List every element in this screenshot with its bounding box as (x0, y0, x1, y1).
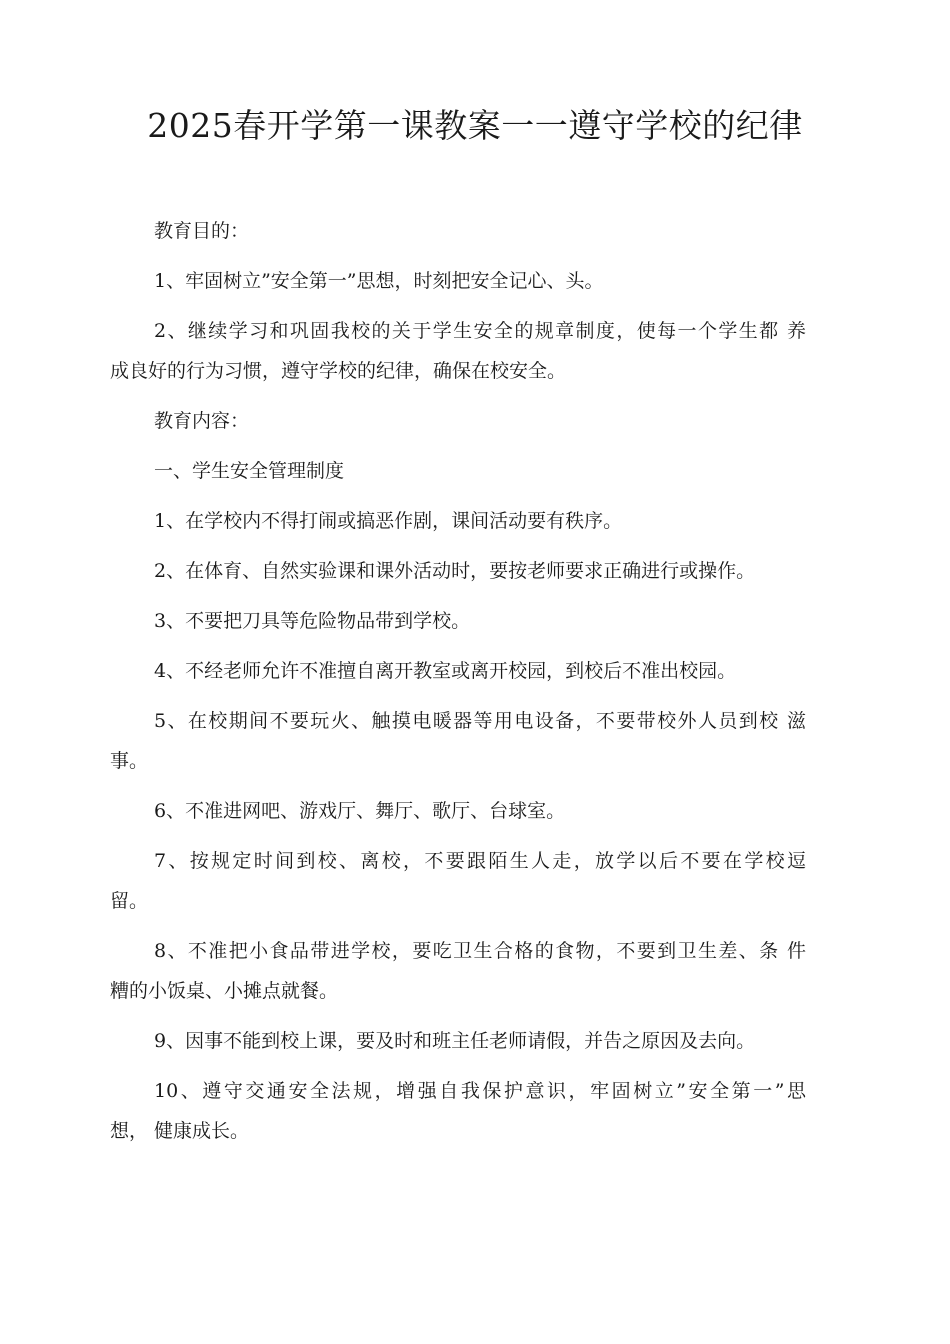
paragraph-rule-1: 1、在学校内不得打闹或搞恶作剧，课间活动要有秩序。 (154, 510, 623, 532)
paragraph-rule-2: 2、在体育、自然实验课和课外活动时，要按老师要求正确进行或操作。 (154, 560, 756, 582)
paragraph-rule-6: 6、不准进网吧、游戏厅、舞厅、歌厅、台球室。 (154, 800, 566, 822)
paragraph-rule-9: 9、因事不能到校上课，要及时和班主任老师请假，并告之原因及去向。 (154, 1030, 756, 1052)
paragraph-rule-3: 3、不要把刀具等危险物品带到学校。 (154, 610, 471, 632)
document-body (110, 211, 850, 1161)
paragraph-rule-10: 10、遵守交通安全法规，增强自我保护意识，牢固树立”安全第一”思 想， 健康成长。 (110, 1080, 806, 1142)
document-title: 2025春开学第一课教案一一遵守学校的纪律 (147, 106, 803, 145)
paragraph-rule-4: 4、不经老师允许不准擅自离开教室或离开校园，到校后不准出校园。 (154, 660, 737, 682)
paragraph-edu-content-heading: 教育内容： (154, 410, 250, 432)
paragraph-rule-8: 8、不准把小食品带进学校，要吃卫生合格的食物，不要到卫生差、条 件 糟的小饭桌、小摊点就餐。 (110, 940, 806, 1002)
paragraph-section-heading: 一、学生安全管理制度 (154, 460, 345, 482)
paragraph-edu-goal-heading: 教育目的： (154, 220, 250, 242)
paragraph-goal-2: 2、继续学习和巩固我校的关于学生安全的规章制度，使每一个学生都 养 成良好的行为习惯，遵守学校的纪律，确保在校安全。 (110, 320, 806, 382)
paragraph-rule-5: 5、在校期间不要玩火、触摸电暖器等用电设备，不要带校外人员到校 滋 事。 (110, 710, 806, 772)
paragraph-rule-7: 7、按规定时间到校、离校，不要跟陌生人走，放学以后不要在学校逗 留。 (110, 850, 806, 912)
paragraph-goal-1: 1、牢固树立”安全第一”思想，时刻把安全记心、头。 (154, 270, 604, 292)
